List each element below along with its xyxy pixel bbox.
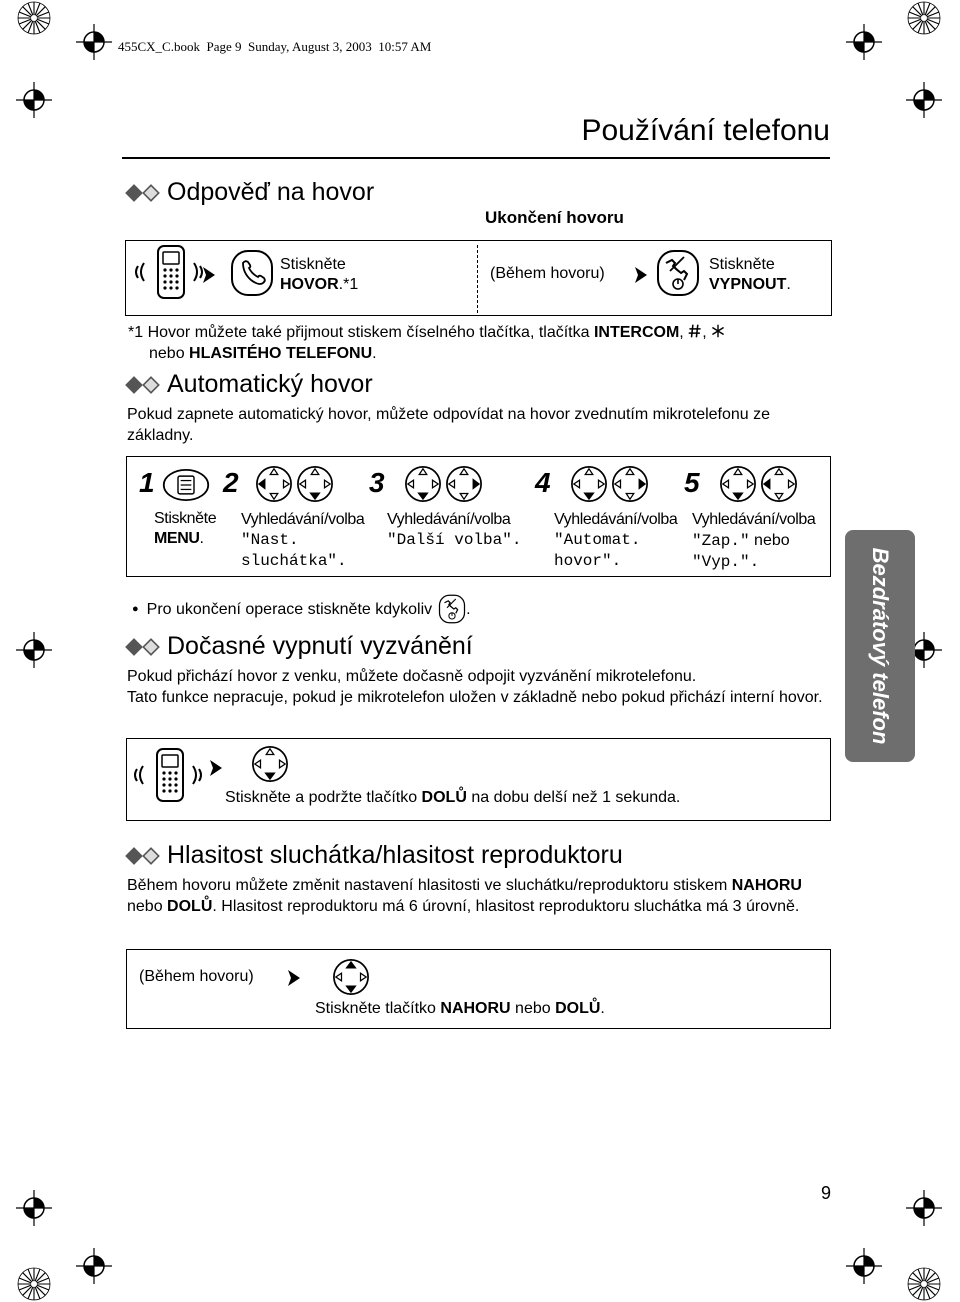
instruction-box-auto [126,456,831,577]
registration-mark-icon [16,632,52,668]
step-number: 2 [223,467,239,498]
step4-text: Vyhledávání/volba "Automat. hovor". [554,511,678,570]
nav-key-icon[interactable] [404,465,442,503]
registration-mark-icon [76,24,112,60]
step-number: 1 [139,467,155,498]
step-number: 3 [369,467,385,498]
registration-mark-icon [16,1190,52,1226]
volume-instruction: Stiskněte tlačítko NAHORU nebo DOLŮ. [315,1000,605,1017]
nav-key-icon[interactable] [760,465,798,503]
section-heading-answer [126,178,374,207]
volume-description: Během hovoru můžete změnit nastavení hlasitosti ve sluchátku/reproduktoru stiskem NAHORU nebo DOLŮ. Hlasitost reproduktoru má 6 úrovní, hlasitost reproduktoru sluchátka má 3 úrovně. [127,877,802,915]
during-call-label: (Během hovoru) [490,265,605,282]
step-number: 5 [684,467,700,498]
registration-mark-icon [906,82,942,118]
answer-instruction: Stiskněte HOVOR.*1 [280,256,359,293]
during-call-label: (Během hovoru) [139,968,254,985]
nav-key-icon[interactable] [445,465,483,503]
nav-key-icon[interactable] [719,465,757,503]
print-header: 455CX_C.book Page 9 Sunday, August 3, 2003 10:57 AM [118,39,432,54]
instruction-box-volume [126,949,831,1029]
section-heading-volume [126,841,623,870]
section-heading-end: Ukončení hovoru [485,208,624,227]
registration-mark-icon [846,1248,882,1284]
arrow-right-icon [202,266,216,284]
talk-key-icon[interactable] [230,249,274,297]
handset-ringing-icon [131,747,211,803]
step2-text: Vyhledávání/volba "Nast. sluchátka". [241,511,365,570]
section-title: Automatický hovor [167,370,373,398]
nav-key-icon[interactable] [296,465,334,503]
auto-description: Pokud zapnete automatický hovor, můžete odpovídat na hovor zvednutím mikrotelefonu ze základny. [127,406,771,444]
page-number: 9 [821,1183,832,1203]
registration-mark-icon [16,82,52,118]
header-rule [122,157,830,159]
bullet-cancel: ● Pro ukončení operace stiskněte kdykoliv . [132,594,471,624]
off-key-icon [438,594,466,624]
instruction-box-ringer [126,738,831,821]
end-instruction: Stiskněte VYPNOUT. [709,256,791,293]
ringer-description: Pokud přichází hovor z venku, můžete dočasně odpojit vyzvánění mikrotelefonu. Tato funkce nepracuje, pokud je mikrotelefon uložen v základně nebo pokud přichází interní hovor. [127,668,823,706]
step3-text: Vyhledávání/volba "Další volba". [387,511,522,549]
diamond-bullet-icon [126,377,159,393]
corner-burst-icon [906,0,942,36]
ringer-instruction: Stiskněte a podržte tlačítko DOLŮ na dobu delší než 1 sekunda. [225,789,681,806]
nav-key-icon[interactable] [251,745,289,783]
arrow-right-icon [209,759,223,777]
step-number: 4 [535,467,551,498]
diamond-bullet-icon [126,848,159,864]
page-title: Používání telefonu [581,114,830,147]
section-heading-auto [126,370,373,399]
section-title: Odpověď na hovor [167,178,375,206]
corner-burst-icon [16,1266,52,1302]
section-title: Dočasné vypnutí vyzvánění [167,632,473,660]
dashed-separator [477,245,478,313]
hash-key-icon [688,323,702,339]
corner-burst-icon [16,0,52,36]
nav-key-icon[interactable] [332,958,370,996]
registration-mark-icon [846,24,882,60]
star-key-icon [711,323,725,339]
diamond-bullet-icon [126,185,159,201]
section-title: Hlasitost sluchátka/hlasitost reproduktoru [167,841,623,869]
arrow-right-icon [634,266,648,284]
registration-mark-icon [906,1190,942,1226]
section-heading-ringer [126,632,473,661]
side-tab [845,530,915,762]
side-tab-label: Bezdrátový telefon [868,547,893,745]
footnote: *1 Hovor můžete také přijmout stiskem číselného tlačítka, tlačítka INTERCOM, , nebo HLASITÉHO TELEFONU. [128,322,828,364]
instruction-box-answer-end [125,240,832,316]
nav-key-icon[interactable] [570,465,608,503]
menu-key-icon[interactable] [162,467,210,503]
handset-ringing-icon [132,244,212,300]
registration-mark-icon [76,1248,112,1284]
corner-burst-icon [906,1266,942,1302]
diamond-bullet-icon [126,639,159,655]
nav-key-icon[interactable] [611,465,649,503]
arrow-right-icon [287,969,301,987]
step5-text: Vyhledávání/volba "Zap." nebo "Vyp.". [692,511,816,571]
off-key-icon[interactable] [656,249,700,297]
nav-key-icon[interactable] [255,465,293,503]
step1-text: Stiskněte MENU. [154,510,217,547]
